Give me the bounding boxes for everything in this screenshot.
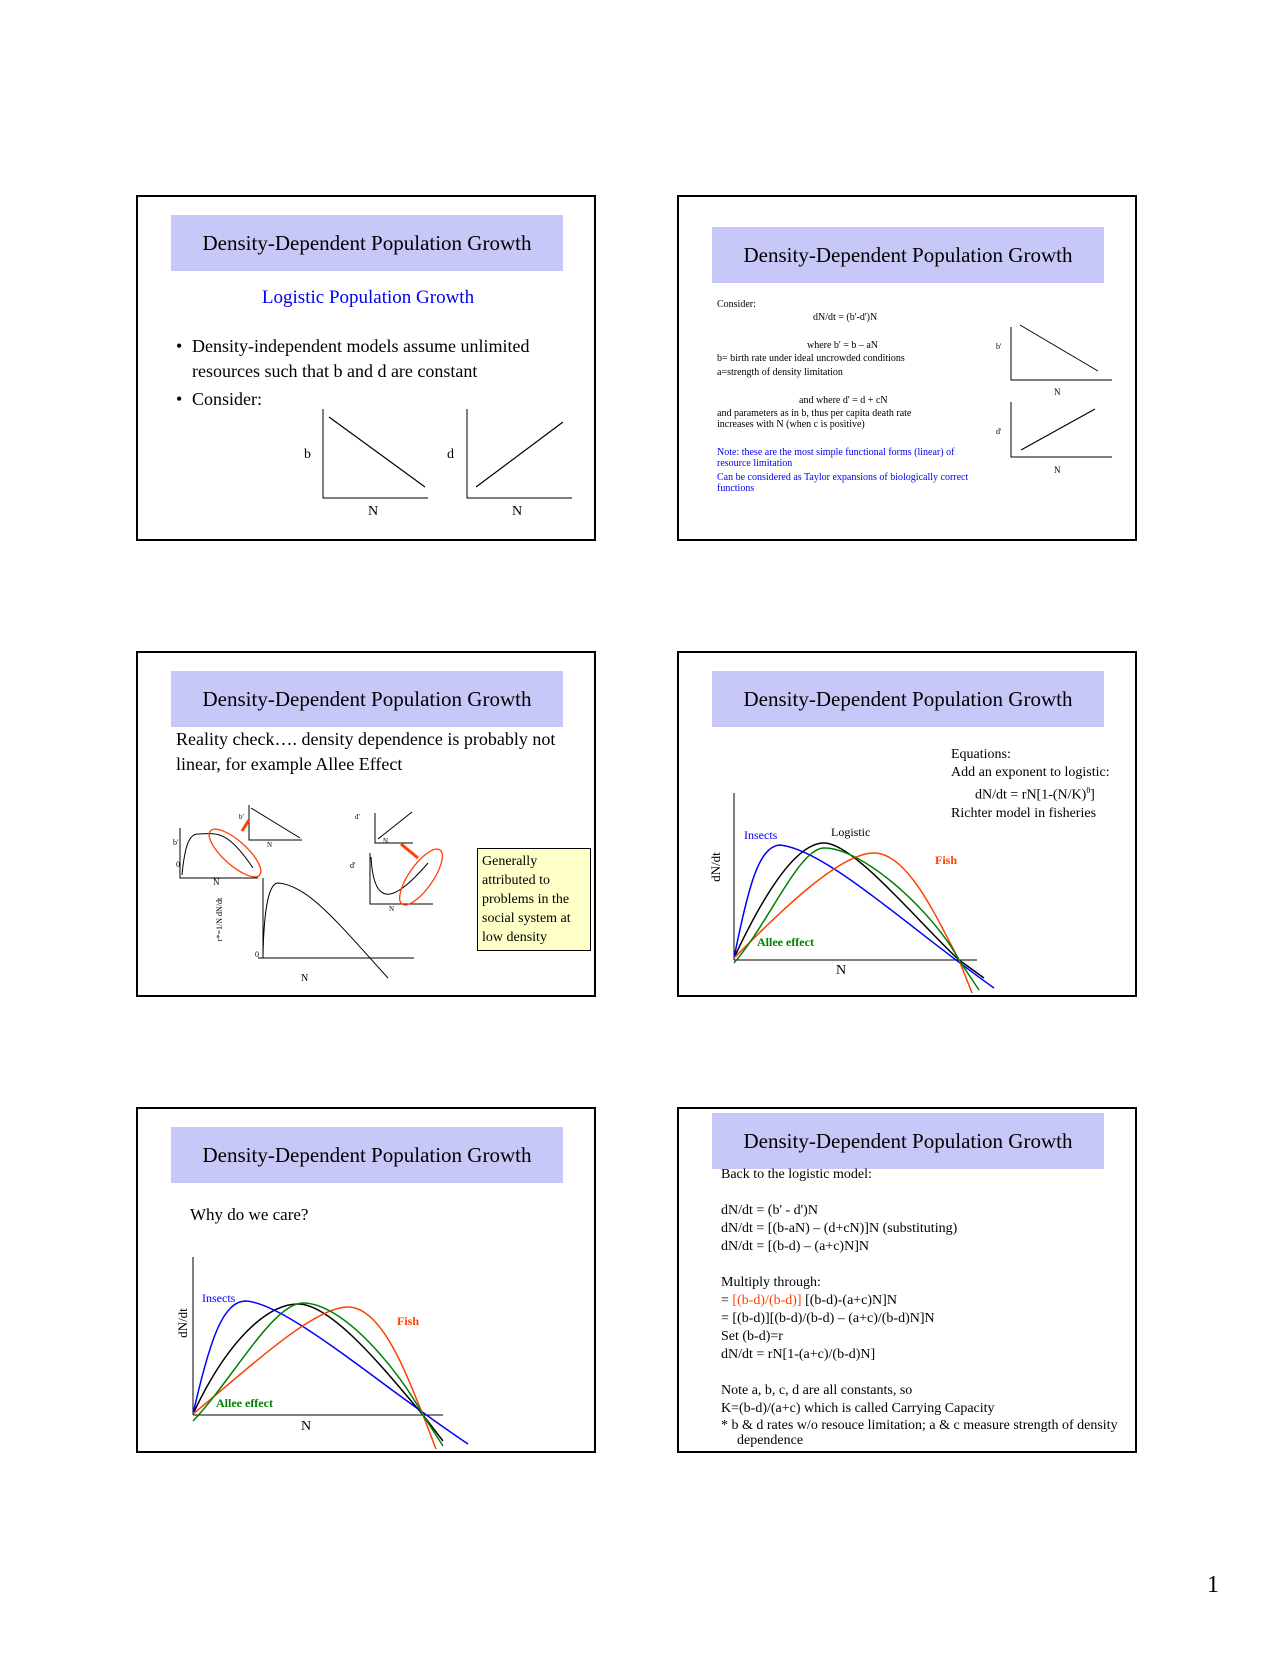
curve-fish [734,853,972,993]
label-n: N [213,877,220,887]
y-axis-label: dN/dt [174,1308,190,1338]
line-eq1: dN/dt = (b' - d')N [721,1203,818,1218]
label-n: N [301,973,309,984]
line-multiply: Multiply through: [721,1275,821,1290]
label-n-small: N [267,841,273,849]
label-fish: Fish [935,853,958,867]
note-taylor: Can be considered as Taylor expansions of biologically correct functions [717,472,969,494]
slide-1 [136,195,596,541]
axis-label-d: d [447,447,454,462]
label-dprime: d' [350,861,356,870]
label-allee: Allee effect [216,1396,273,1410]
equation-bprime: where b' = b – aN [807,340,879,351]
line-eq4: = [(b-d)/(b-d)] [(b-d)-(a+c)N]N [721,1293,897,1308]
slide-title: Density-Dependent Population Growth [712,227,1104,283]
bullet-list: • Density-independent models assume unlimited resources such that b and d are constant • Consider: [176,334,536,412]
label-allee: Allee effect [757,935,814,949]
slide-2 [677,195,1137,541]
definition-b: b= birth rate under ideal uncrowded conditions [717,353,905,364]
curve-allee [734,848,979,990]
axis-label-n: N [512,504,523,519]
definition-a: a=strength of density limitation [717,367,843,378]
y-axis-label: dN/dt [707,852,723,882]
reality-check-text: Reality check…. density dependence is probably not linear, for example Allee Effect [176,729,556,774]
equation-dndt: dN/dt = (b'-d')N [813,312,878,323]
equation-dprime: and where d' = d + cN [799,395,888,406]
consider-label: Consider: [717,299,756,310]
slide-5 [136,1107,596,1453]
label-bprime: b' [173,838,179,847]
slide-4 [677,651,1137,997]
line-eq3: dN/dt = [(b-d) – (a+c)N]N [721,1239,869,1254]
bullet-density-independent: Density-independent models assume unlimited resources such that b and d are constant [192,336,530,381]
callout-social-system: Generally attributed to problems in the social system at low density [477,848,591,951]
line-footnote: * b & d rates w/o resouce limitation; a & c measure strength of density dependence [721,1418,1118,1448]
equations-line2: $dN/dt = rN[1-(N/K)^\theta]$ [975,786,1095,803]
label-logistic: Logistic [831,825,871,839]
curve-insects [193,1301,468,1444]
label-r-star: r*=1/N dN/dt [215,897,225,942]
slide-title: Density-Dependent Population Growth [171,671,563,727]
slide-6 [677,1107,1137,1453]
axis-label-b: b [304,447,311,462]
label-zero: 0 [255,950,259,959]
label-fish: Fish [397,1314,420,1328]
line-carrying-capacity: K=(b-d)/(a+c) which is called Carrying Capacity [721,1401,995,1416]
slide-title: Density-Dependent Population Growth [712,671,1104,727]
line-eq6: dN/dt = rN[1-(a+c)/(b-d)N] [721,1347,876,1362]
slide-title: Density-Dependent Population Growth [171,215,563,271]
axis-label-bprime: b' [996,342,1002,351]
equations-head: Equations: [951,747,1011,762]
line-set-r: Set (b-d)=r [721,1329,783,1344]
slide-title: Density-Dependent Population Growth [171,1127,563,1183]
label-insects: Insects [202,1291,236,1305]
label-dprime-small: d' [355,813,360,821]
dndt-curves-chart [679,653,1137,997]
axis-label-n: N [368,504,379,519]
why-care-text: Why do we care? [190,1205,309,1224]
note-linear-forms: Note: these are the most simple functional forms (linear) of resource limitation [717,447,955,469]
equations-line3: Richter model in fisheries [951,805,1097,821]
page-number: 1 [1207,1572,1219,1598]
slide-3 [136,651,596,997]
axis-label-dprime: d' [996,427,1002,436]
slide-subtitle: Logistic Population Growth [261,287,475,308]
line-note: Note a, b, c, d are all constants, so [721,1383,913,1398]
slide1-graphs [138,197,596,541]
line-eq2: dN/dt = [(b-aN) – (d+cN)]N (substituting) [721,1221,958,1236]
parameters-note: and parameters as in b, thus per capita death rate increases with N (when c is positive) [717,408,912,430]
line-eq5: = [(b-d)][(b-d)/(b-d) – (a+c)/(b-d)N]N [721,1311,935,1326]
label-insects: Insects [744,828,778,842]
label-bprime-small: b' [239,813,244,821]
label-n-small: N [389,905,395,913]
slide2-graphs [679,197,1137,541]
x-axis-label: N [301,1419,312,1434]
bullet-consider: Consider: [192,389,262,409]
x-axis-label: N [836,963,847,978]
label-n-small: N [383,837,389,845]
logistic-derivation [721,1166,1121,1448]
axis-label-n: N [1054,387,1061,397]
equations-line1: Add an exponent to logistic: [951,765,1110,780]
label-zero: 0 [176,860,180,869]
line-back: Back to the logistic model: [721,1167,872,1182]
dndt-curves-chart [138,1109,596,1453]
axis-label-n: N [1054,465,1061,475]
slide-title: Density-Dependent Population Growth [712,1113,1104,1169]
